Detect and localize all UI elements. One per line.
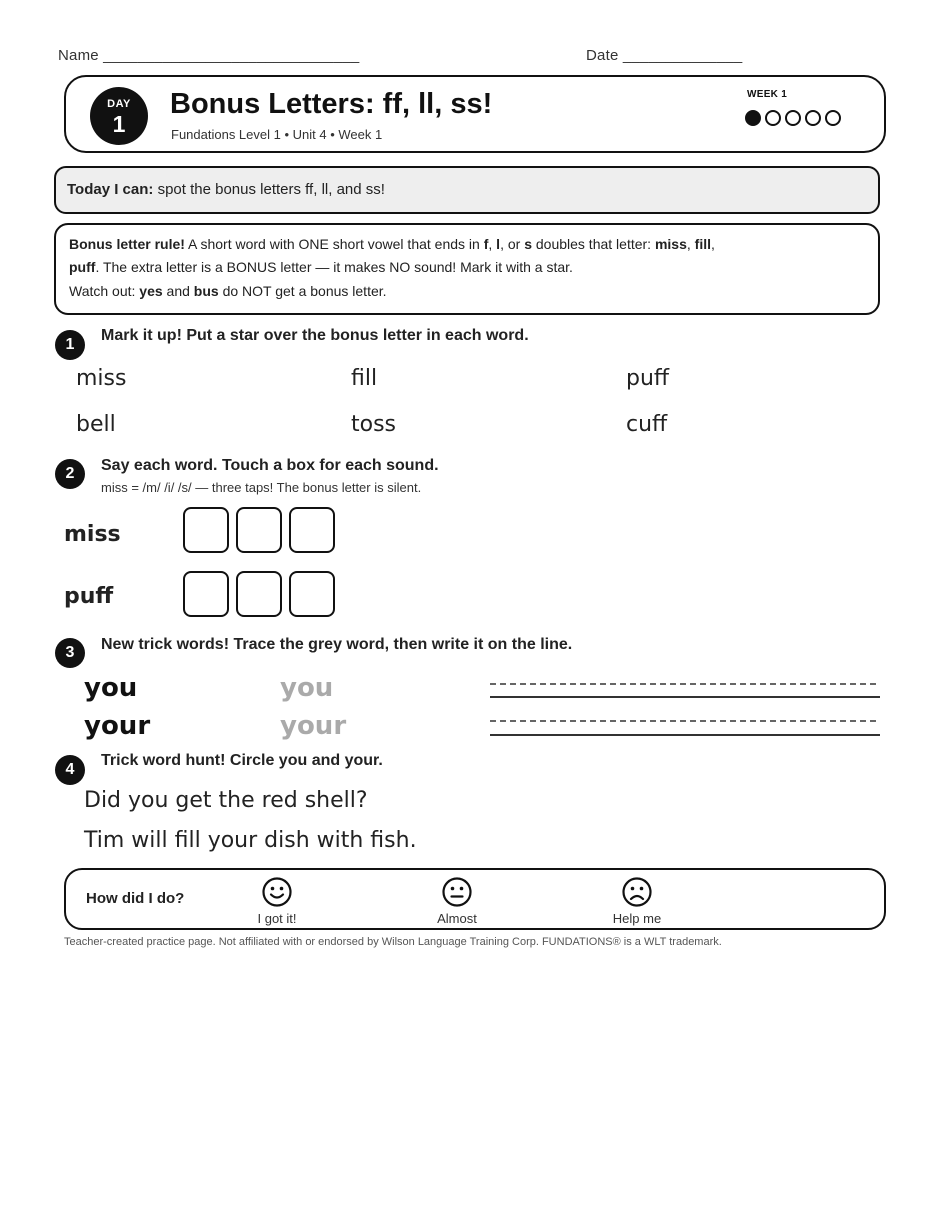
mark-word[interactable]: miss	[76, 366, 127, 391]
rule-exception: yes	[139, 283, 163, 299]
section-title: Mark it up! Put a star over the bonus letter in each word.	[101, 327, 529, 344]
section-number: 1	[55, 330, 85, 360]
rule-text: and	[162, 283, 194, 299]
rule-line-1	[69, 236, 715, 252]
rule-letter: f	[483, 236, 489, 252]
mark-word[interactable]: puff	[626, 366, 670, 391]
name-field[interactable]: Name ______________________________	[58, 47, 360, 64]
trick-word: you	[84, 673, 138, 703]
rule-text: ,	[711, 236, 715, 252]
progress-dot	[745, 110, 761, 126]
trace-word[interactable]: your	[280, 711, 347, 741]
rule-text: A short word with ONE short vowel that ends in	[184, 236, 484, 252]
section-title: New trick words! Trace the grey word, then write it on the line.	[101, 636, 573, 653]
sound-box[interactable]	[236, 507, 282, 553]
rule-text: . The extra letter is a BONUS letter — it makes NO sound! Mark it with a star.	[95, 259, 573, 275]
today-goal	[67, 181, 385, 198]
progress-dot	[805, 110, 821, 126]
mark-word[interactable]: bell	[76, 412, 116, 437]
mark-word[interactable]: cuff	[626, 412, 668, 437]
hunt-sentence[interactable]: Tim will fill your dish with fish.	[84, 828, 417, 853]
rule-example: miss	[654, 236, 687, 252]
hunt-sentence[interactable]: Did you get the red shell?	[84, 788, 368, 813]
writing-guide-dashed	[490, 720, 876, 722]
trace-word[interactable]: you	[280, 673, 334, 703]
section-number: 4	[55, 755, 85, 785]
rule-text: ,	[686, 236, 695, 252]
section-title: Trick word hunt! Circle you and your.	[101, 752, 383, 769]
rule-label: Bonus letter rule!	[69, 236, 185, 252]
sound-box[interactable]	[236, 571, 282, 617]
self-check-label: How did I do?	[86, 890, 185, 907]
self-check-option-label: Help me	[612, 911, 662, 926]
rule-example: fill	[694, 236, 711, 252]
neutral-face-icon[interactable]	[442, 877, 472, 907]
day-label: DAY	[107, 98, 131, 110]
progress-dot	[785, 110, 801, 126]
page-title: Bonus Letters: ff, ll, ss!	[170, 88, 493, 120]
self-check-option-label: I got it!	[257, 911, 297, 926]
tap-word: miss	[64, 522, 121, 547]
mark-word[interactable]: fill	[351, 366, 378, 391]
happy-face-icon[interactable]	[262, 877, 292, 907]
section-number: 3	[55, 638, 85, 668]
progress-dot	[825, 110, 841, 126]
today-text: spot the bonus letters ff, ll, and ss!	[153, 181, 385, 198]
day-number: 1	[112, 111, 126, 137]
rule-letter: l	[496, 236, 501, 252]
date-field[interactable]: Date ______________	[586, 47, 743, 64]
week-label: WEEK 1	[747, 89, 788, 100]
rule-text: Watch out:	[69, 283, 140, 299]
page-subtitle: Fundations Level 1 • Unit 4 • Week 1	[171, 127, 383, 142]
rule-text: ,	[488, 236, 497, 252]
tap-word: puff	[64, 584, 114, 609]
section-subtitle: miss = /m/ /i/ /s/ — three taps! The bonus letter is silent.	[101, 480, 422, 495]
today-label: Today I can:	[67, 181, 154, 198]
rule-text: , or	[500, 236, 525, 252]
rule-letter: s	[524, 236, 532, 252]
sound-box[interactable]	[183, 571, 229, 617]
section-number: 2	[55, 459, 85, 489]
rule-line-3	[69, 283, 387, 299]
day-badge	[90, 87, 148, 145]
rule-line-2	[69, 259, 573, 275]
mark-word[interactable]: toss	[351, 412, 397, 437]
self-check-option-label: Almost	[437, 911, 477, 926]
section-title: Say each word. Touch a box for each sound.	[101, 457, 439, 474]
sound-box[interactable]	[183, 507, 229, 553]
rule-text: do NOT get a bonus letter.	[218, 283, 387, 299]
trick-word: your	[84, 711, 151, 741]
rule-example: puff	[69, 259, 96, 275]
rule-exception: bus	[193, 283, 219, 299]
writing-guide-dashed	[490, 683, 876, 685]
sound-box[interactable]	[289, 571, 335, 617]
writing-line[interactable]	[490, 696, 880, 698]
progress-dot	[765, 110, 781, 126]
week-progress	[745, 110, 841, 126]
sad-face-icon[interactable]	[622, 877, 652, 907]
rule-text: doubles that letter:	[531, 236, 655, 252]
writing-line[interactable]	[490, 734, 880, 736]
sound-box[interactable]	[289, 507, 335, 553]
footer-disclaimer: Teacher-created practice page. Not affiliated with or endorsed by Wilson Language Training Corp. FUNDATIONS® is a WLT trademark.	[64, 936, 722, 948]
